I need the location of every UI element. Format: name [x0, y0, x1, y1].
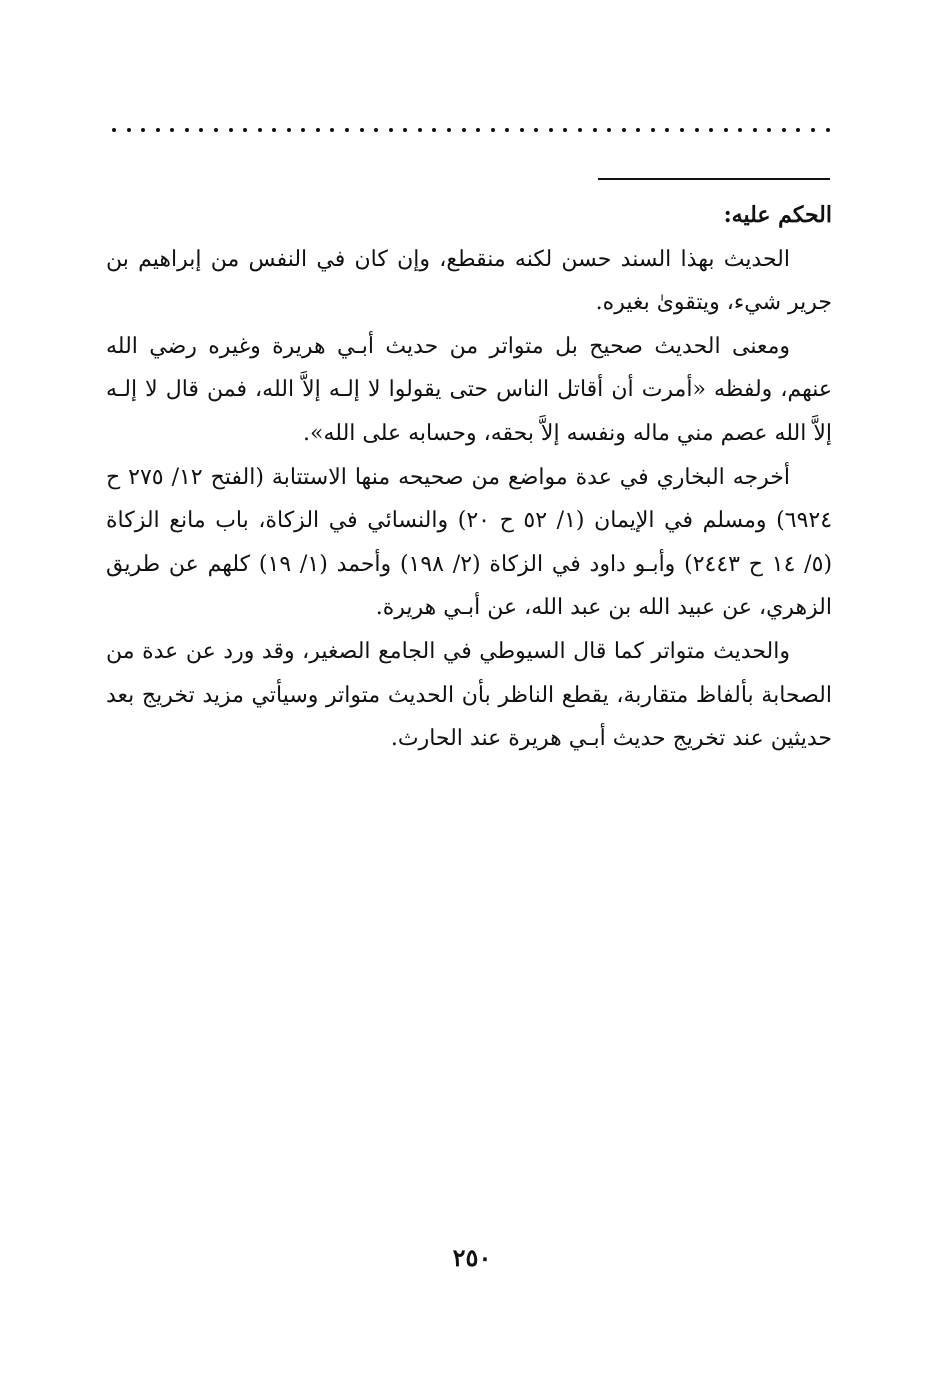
separator-dot	[491, 128, 495, 132]
separator-dot	[360, 128, 364, 132]
separator-dot	[505, 128, 509, 132]
separator-dot	[389, 128, 393, 132]
separator-dot	[767, 128, 771, 132]
separator-dot	[607, 128, 611, 132]
separator-dot	[651, 128, 655, 132]
separator-dot	[520, 128, 524, 132]
separator-dot	[563, 128, 567, 132]
separator-dot	[680, 128, 684, 132]
separator-dot	[214, 128, 218, 132]
separator-dot	[258, 128, 262, 132]
page-body	[106, 194, 832, 761]
separator-dot	[243, 128, 247, 132]
separator-dot	[418, 128, 422, 132]
separator-dot	[447, 128, 451, 132]
separator-dot	[782, 128, 786, 132]
separator-dot	[811, 128, 815, 132]
paragraph-sources: أخرجه البخاري في عدة مواضع من صحيحه منها الاستتابة (الفتح ١٢/ ٢٧٥ ح ٦٩٢٤) ومسلم في الإيمان (١/ ٥٢ ح ٢٠) والنسائي في الزكاة، باب مانع الزكاة (٥/ ١٤ ح ٢٤٤٣) وأبـو داود في الزكاة (٢/ ١٩٨) وأحمد (١/ ١٩) كلهم عن طريق الزهري، عن عبيد الله بن عبد الله، عن أبـي هريرة.	[106, 464, 833, 621]
separator-dot	[462, 128, 466, 132]
dotted-separator	[112, 118, 830, 142]
separator-dot	[112, 128, 116, 132]
separator-dot	[665, 128, 669, 132]
paragraph-meaning: ومعنى الحديث صحيح بل متواتر من حديث أبـي هريرة وغيره رضي الله عنهم، ولفظه «أمرت أن أقاتل الناس حتى يقولوا لا إلـه إلاَّ الله، فمن قال لا إلـه إلاَّ الله عصم مني ماله ونفسه إلاَّ بحقه، وحسابه على الله».	[106, 333, 832, 446]
paragraph-mutawatir: والحديث متواتر كما قال السيوطي في الجامع الصغير، وقد ورد عن عدة من الصحابة بألفاظ متقاربة، يقطع الناظر بأن الحديث متواتر وسيأتي مزيد تخريج بعد حديثين عند تخريج حديث أبـي هريرة عند الحارث.	[106, 638, 832, 752]
separator-dot	[622, 128, 626, 132]
separator-dot	[229, 128, 233, 132]
separator-dot	[374, 128, 378, 132]
separator-dot	[724, 128, 728, 132]
separator-dot	[316, 128, 320, 132]
separator-dot	[287, 128, 291, 132]
separator-dot	[156, 128, 160, 132]
separator-dot	[127, 128, 131, 132]
separator-dot	[695, 128, 699, 132]
separator-dot	[549, 128, 553, 132]
separator-dot	[578, 128, 582, 132]
separator-dot	[185, 128, 189, 132]
separator-dot	[534, 128, 538, 132]
separator-dot	[272, 128, 276, 132]
separator-dot	[636, 128, 640, 132]
separator-dot	[753, 128, 757, 132]
separator-dot	[199, 128, 203, 132]
section-heading: الحكم عليه:	[723, 202, 832, 228]
paragraph-ruling: الحديث بهذا السند حسن لكنه منقطع، وإن كان في النفس من إبراهيم بن جرير شيء، ويتقوىٰ بغيره.	[106, 246, 832, 316]
separator-dot	[330, 128, 334, 132]
separator-dot	[738, 128, 742, 132]
separator-dot	[593, 128, 597, 132]
separator-dot	[796, 128, 800, 132]
separator-dot	[476, 128, 480, 132]
separator-dot	[170, 128, 174, 132]
separator-dot	[141, 128, 145, 132]
page-number: ٢٥٠	[452, 1243, 492, 1272]
separator-dot	[345, 128, 349, 132]
separator-dot	[301, 128, 305, 132]
separator-dot	[403, 128, 407, 132]
separator-dot	[826, 128, 830, 132]
separator-dot	[709, 128, 713, 132]
separator-dot	[432, 128, 436, 132]
section-rule	[598, 178, 830, 180]
